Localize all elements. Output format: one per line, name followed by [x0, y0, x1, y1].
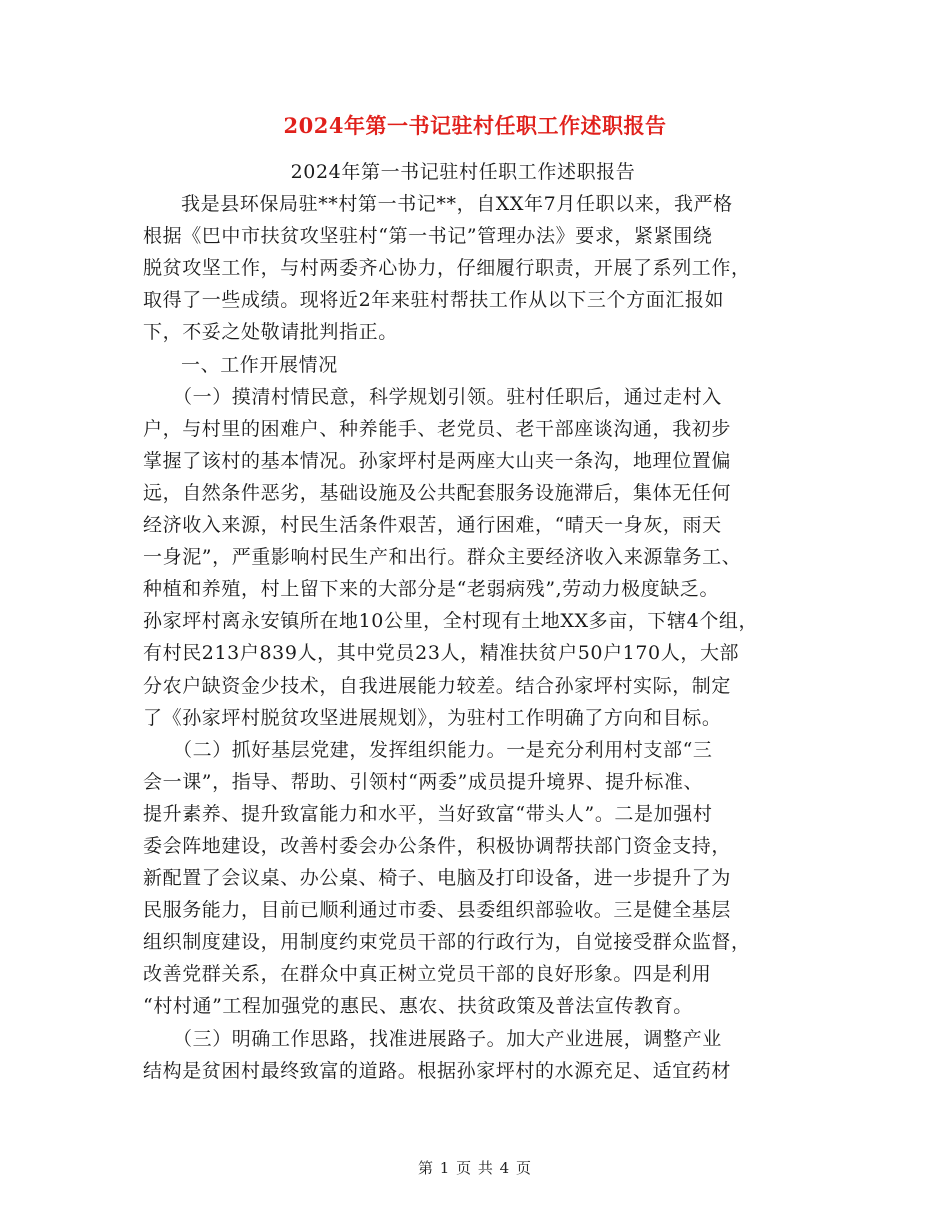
paragraph-line: 民服务能力，目前已顺利通过市委、县委组织部验收。三是健全基层	[143, 899, 732, 922]
paragraph-line: 结构是贫困村最终致富的道路。根据孙家坪村的水源充足、适宜药材	[143, 1059, 732, 1082]
paragraph-line: 改善党群关系，在群众中真正树立党员干部的良好形象。四是利用	[143, 963, 712, 986]
paragraph-line: 分农户缺资金少技术，自我进展能力较差。结合孙家坪村实际，制定	[143, 674, 732, 697]
paragraph-line: 脱贫攻坚工作，与村两委齐心协力，仔细履行职责，开展了系列工作，	[143, 257, 751, 280]
paragraph-line: 提升素养、提升致富能力和水平，当好致富“带头人”。二是加强村	[143, 802, 713, 825]
paragraph-line: 新配置了会议桌、办公桌、椅子、电脑及打印设备，进一步提升了为	[143, 867, 732, 890]
paragraph-line: （三）明确工作思路，找准进展路子。加大产业进展，调整产业	[173, 1027, 722, 1050]
paragraph-line: 一身泥”，严重影响村民生产和出行。群众主要经济收入来源靠务工、	[143, 546, 742, 569]
paragraph-line: 会一课”，指导、帮助、引领村“两委”成员提升境界、提升标准、	[143, 770, 704, 793]
paragraph-line: 掌握了该村的基本情况。孙家坪村是两座大山夹一条沟，地理位置偏	[143, 449, 732, 472]
document-title: 2024年第一书记驻村任职工作述职报告	[283, 113, 667, 138]
paragraph-line: 远，自然条件恶劣，基础设施及公共配套服务设施滞后，集体无任何	[143, 481, 732, 504]
paragraph-line: 下，不妥之处敬请批判指正。	[143, 321, 398, 344]
paragraph-line: （二）抓好基层党建，发挥组织能力。一是充分利用村支部“三	[173, 738, 713, 761]
paragraph-line: 种植和养殖，村上留下来的大部分是“老弱病残”,劳动力极度缺乏。	[143, 578, 720, 601]
paragraph-line: 取得了一些成绩。现将近2年来驻村帮扶工作从以下三个方面汇报如	[143, 289, 725, 312]
paragraph-line: 了《孙家坪村脱贫攻坚进展规划》，为驻村工作明确了方向和目标。	[143, 706, 722, 729]
paragraph-line: 委会阵地建设，改善村委会办公条件，积极协调帮扶部门资金支持，	[143, 834, 732, 857]
paragraph-line: 户，与村里的困难户、种养能手、老党员、老干部座谈沟通，我初步	[143, 417, 732, 440]
paragraph-line: 经济收入来源，村民生活条件艰苦，通行困难，“晴天一身灰，雨天	[143, 514, 722, 537]
page-footer: 第 1 页 共 4 页	[418, 1159, 532, 1177]
section-heading: 一、工作开展情况	[181, 353, 338, 376]
paragraph-line: 孙家坪村离永安镇所在地10公里，全村现有土地XX多亩，下辖4个组，	[143, 610, 759, 633]
subtitle-line: 2024年第一书记驻村任职工作述职报告	[290, 161, 636, 183]
paragraph-line: 组织制度建设，用制度约束党员干部的行政行为，自觉接受群众监督，	[143, 931, 751, 954]
paragraph-line: （一）摸清村情民意，科学规划引领。驻村任职后，通过走村入	[173, 385, 722, 408]
paragraph-line: 有村民213户839人，其中党员23人，精准扶贫户50户170人，大部	[143, 642, 740, 665]
document-body	[143, 156, 823, 1087]
paragraph-line: 根据《巴中市扶贫攻坚驻村“第一书记”管理办法》要求，紧紧围绕	[143, 225, 713, 248]
paragraph-line: 我是县环保局驻**村第一书记**，自XX年7月任职以来，我严格	[181, 193, 733, 216]
paragraph-line: “村村通”工程加强党的惠民、惠农、扶贫政策及普法宣传教育。	[143, 995, 693, 1018]
